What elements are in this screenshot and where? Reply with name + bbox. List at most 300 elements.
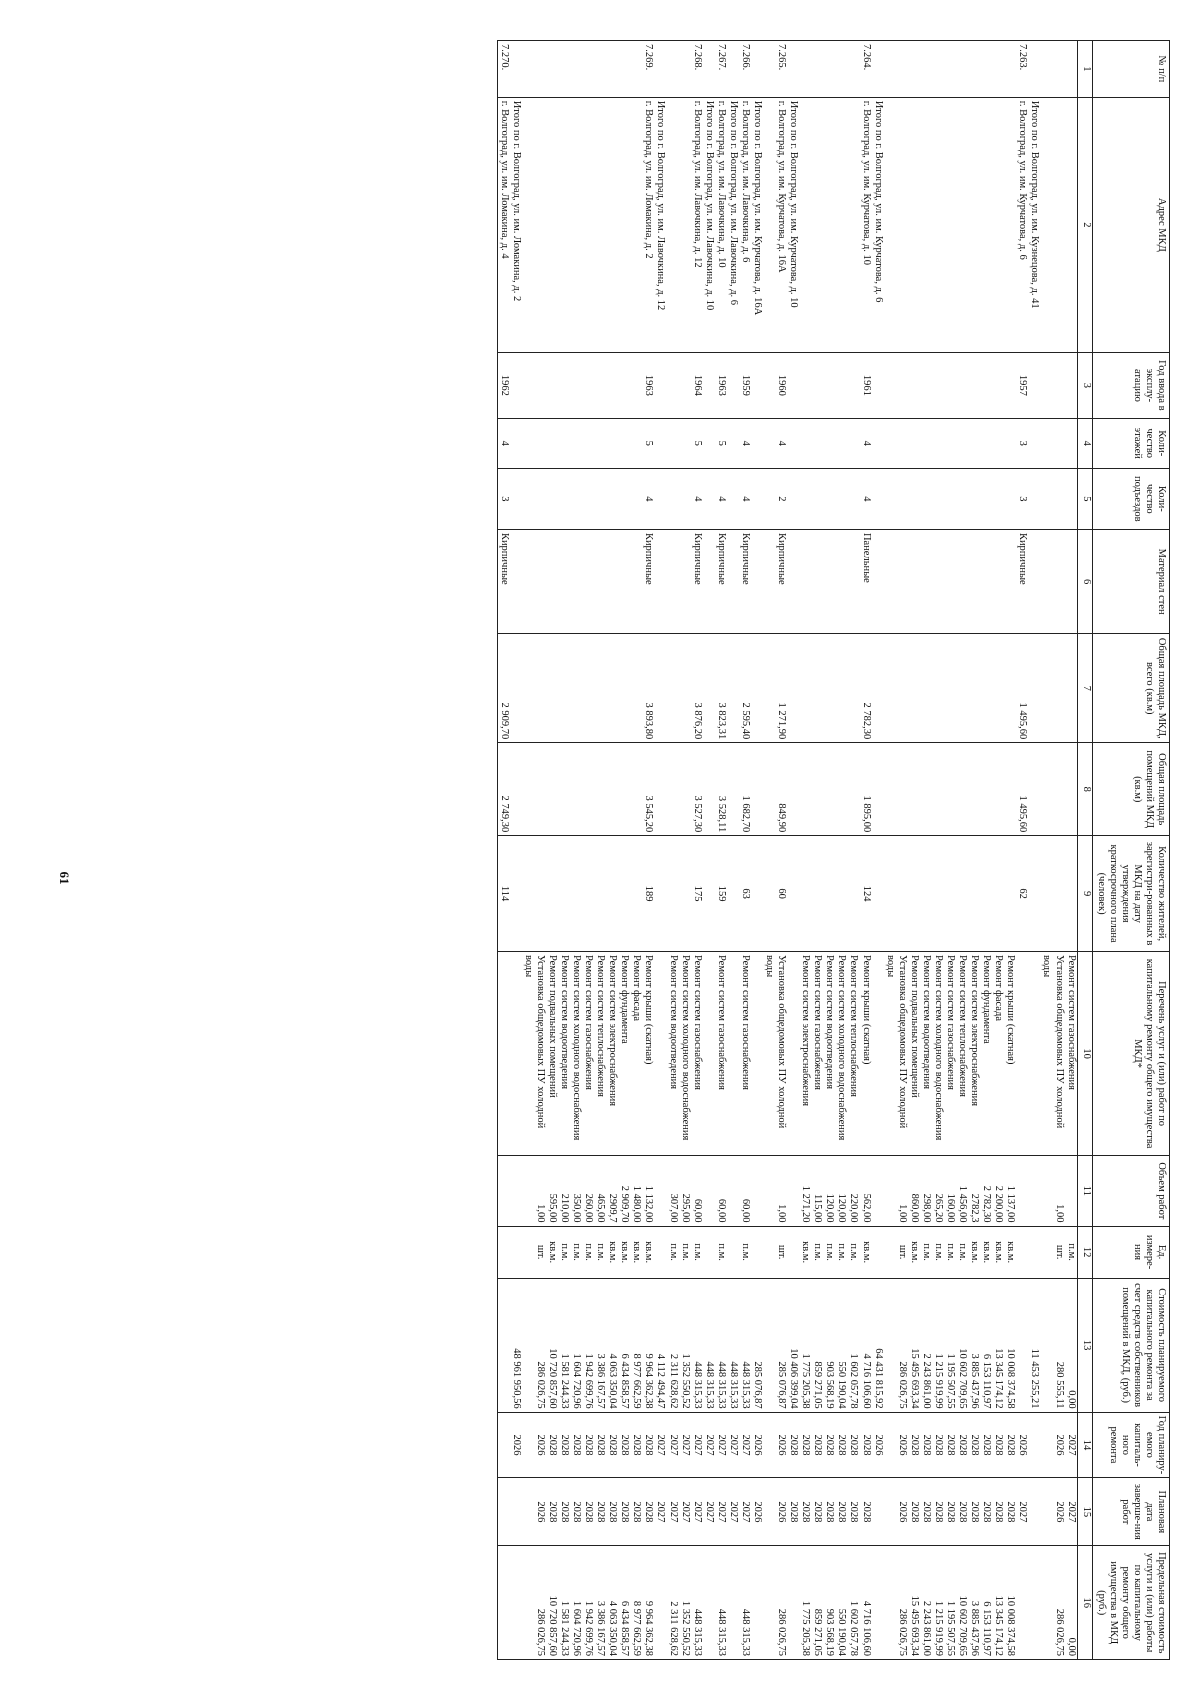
table-cell: Ремонт систем электроснабжения	[606, 951, 618, 1155]
rotated-table-wrapper	[60, 40, 1170, 1660]
table-cell	[630, 352, 642, 418]
table-cell: 5	[691, 418, 703, 468]
table-cell: кв.м.	[968, 1226, 980, 1278]
table-cell	[968, 418, 980, 468]
table-cell	[823, 352, 835, 418]
table-cell: 1 352 550,52	[679, 1546, 691, 1660]
table-cell	[920, 529, 932, 633]
table-cell	[787, 529, 799, 633]
table-cell: 1 495,60	[1016, 634, 1028, 743]
table-cell: г. Волгоград, ул. им. Курчатова, д. 10	[860, 97, 872, 352]
table-cell	[932, 97, 944, 352]
table-cell	[1004, 97, 1016, 352]
table-cell	[908, 836, 920, 952]
table-cell: 2027	[715, 1412, 727, 1478]
table-cell: шт.	[1040, 1226, 1064, 1278]
column-header: Перечень услуг и (или) работ по капитальному ремонту общего имущества МКД*	[1092, 951, 1169, 1155]
table-cell	[1065, 634, 1078, 743]
table-cell: 2028	[835, 1412, 847, 1478]
table-cell	[630, 468, 642, 529]
table-cell: п.м.	[582, 1226, 594, 1278]
table-cell	[594, 418, 606, 468]
table-cell	[811, 743, 823, 836]
table-cell: 2 782,30	[860, 634, 872, 743]
table-cell: 7.266.	[739, 41, 751, 98]
table-cell: 2028	[823, 1412, 835, 1478]
table-cell: 2026	[872, 1412, 884, 1478]
table-cell	[968, 529, 980, 633]
table-row	[920, 41, 932, 1660]
table-cell	[956, 743, 968, 836]
table-cell	[570, 529, 582, 633]
table-cell	[558, 41, 570, 98]
table-cell: 2028	[956, 1478, 968, 1546]
table-cell	[582, 529, 594, 633]
table-cell	[835, 468, 847, 529]
table-cell	[908, 352, 920, 418]
table-cell	[1065, 41, 1078, 98]
table-cell	[654, 951, 666, 1155]
column-number: 16	[1077, 1546, 1092, 1660]
table-cell: 1,00	[522, 1156, 546, 1226]
table-cell	[751, 418, 763, 468]
table-cell: 3 527,30	[691, 743, 703, 836]
table-cell	[510, 468, 522, 529]
column-number-row	[1077, 41, 1092, 1660]
table-cell: 6 434 858,57	[618, 1278, 630, 1412]
table-cell: 1 215 919,99	[932, 1278, 944, 1412]
table-cell	[1065, 352, 1078, 418]
table-row	[1016, 41, 1028, 1660]
table-cell	[847, 41, 859, 98]
table-cell	[1028, 1412, 1040, 1478]
table-cell	[1016, 1156, 1028, 1226]
table-cell	[510, 1546, 522, 1660]
table-cell	[727, 836, 739, 952]
table-cell	[654, 1546, 666, 1660]
table-cell: 2028	[847, 1478, 859, 1546]
table-cell	[847, 836, 859, 952]
table-cell: Ремонт систем газоснабжения	[811, 951, 823, 1155]
table-cell: 550 190,04	[835, 1546, 847, 1660]
table-cell	[944, 468, 956, 529]
table-row	[811, 41, 823, 1660]
table-cell	[980, 97, 992, 352]
table-cell: 2028	[992, 1412, 1004, 1478]
table-cell	[667, 743, 679, 836]
table-cell: 2028	[799, 1478, 811, 1546]
table-cell: 307,00	[667, 1156, 679, 1226]
table-cell	[956, 468, 968, 529]
table-cell	[497, 1156, 510, 1226]
table-cell: 4	[739, 468, 751, 529]
table-cell: 849,90	[763, 743, 787, 836]
table-cell: 2 909,70	[497, 634, 510, 743]
table-row	[654, 41, 666, 1660]
table-cell: Ремонт крыши (скатная)	[1004, 951, 1016, 1155]
table-cell	[908, 468, 920, 529]
table-cell	[823, 529, 835, 633]
table-cell	[522, 743, 546, 836]
table-cell: 3 893,80	[642, 634, 654, 743]
table-cell: 595,00	[546, 1156, 558, 1226]
table-cell	[510, 1226, 522, 1278]
table-cell: 60,00	[739, 1156, 751, 1226]
table-cell	[1040, 41, 1064, 98]
table-cell: Ремонт крыши (скатная)	[642, 951, 654, 1155]
table-cell	[727, 468, 739, 529]
table-cell: Ремонт крыши (скатная)	[860, 951, 872, 1155]
table-cell	[1028, 1156, 1040, 1226]
table-cell: 3 876,20	[691, 634, 703, 743]
table-cell: 285 076,87	[763, 1278, 787, 1412]
table-cell	[606, 97, 618, 352]
table-cell	[1040, 743, 1064, 836]
table-cell	[606, 836, 618, 952]
table-cell	[835, 418, 847, 468]
table-cell	[570, 468, 582, 529]
table-cell	[920, 352, 932, 418]
table-cell	[606, 41, 618, 98]
table-cell: 4 063 350,04	[606, 1278, 618, 1412]
table-cell	[992, 468, 1004, 529]
table-cell: 2026	[1016, 1412, 1028, 1478]
table-cell	[654, 468, 666, 529]
table-cell	[944, 836, 956, 952]
table-cell: п.м.	[932, 1226, 944, 1278]
table-row	[823, 41, 835, 1660]
table-cell	[606, 352, 618, 418]
table-cell	[884, 97, 908, 352]
table-row	[739, 41, 751, 1660]
table-cell: 63	[739, 836, 751, 952]
table-cell: Кирпичные	[497, 529, 510, 633]
table-cell	[546, 634, 558, 743]
table-cell: 350,00	[570, 1156, 582, 1226]
table-cell: 2028	[594, 1478, 606, 1546]
table-cell: 448 315,33	[715, 1278, 727, 1412]
table-cell	[667, 352, 679, 418]
table-cell: 1 604 720,96	[570, 1278, 582, 1412]
table-cell	[606, 418, 618, 468]
table-cell	[968, 743, 980, 836]
table-cell: 2027	[679, 1412, 691, 1478]
column-header: Общая площадь помещений МКД (кв.м)	[1092, 743, 1169, 836]
table-cell: 2028	[860, 1478, 872, 1546]
table-cell: 298,00	[920, 1156, 932, 1226]
table-cell	[558, 468, 570, 529]
table-cell	[522, 468, 546, 529]
table-cell	[932, 529, 944, 633]
table-cell: 2026	[510, 1412, 522, 1478]
table-cell: 3 885 437,96	[968, 1278, 980, 1412]
table-cell	[968, 836, 980, 952]
table-cell: 550 190,04	[835, 1278, 847, 1412]
table-cell: Ремонт систем газоснабжения	[1065, 951, 1078, 1155]
table-cell: 2026	[522, 1412, 546, 1478]
table-cell: 4 112 494,47	[654, 1278, 666, 1412]
table-cell	[582, 836, 594, 952]
table-cell	[582, 743, 594, 836]
table-cell	[1065, 836, 1078, 952]
column-header: № п/п	[1092, 41, 1169, 98]
table-row	[510, 41, 522, 1660]
table-cell: 2026	[884, 1478, 908, 1546]
table-header-row	[1092, 41, 1169, 1660]
table-row	[763, 41, 787, 1660]
table-cell	[654, 1226, 666, 1278]
table-cell: кв.м.	[546, 1226, 558, 1278]
table-cell: 465,00	[594, 1156, 606, 1226]
table-cell: Ремонт фасада	[630, 951, 642, 1155]
table-cell: 160,00	[944, 1156, 956, 1226]
table-cell	[594, 836, 606, 952]
table-cell	[872, 352, 884, 418]
table-cell	[570, 634, 582, 743]
table-cell: 1963	[715, 352, 727, 418]
table-cell	[606, 634, 618, 743]
table-cell: кв.м.	[630, 1226, 642, 1278]
table-cell	[522, 529, 546, 633]
table-row	[847, 41, 859, 1660]
table-row	[703, 41, 715, 1660]
table-cell: 2028	[642, 1478, 654, 1546]
table-cell	[594, 529, 606, 633]
table-cell: Ремонт систем водоотведения	[920, 951, 932, 1155]
table-cell: 2028	[618, 1478, 630, 1546]
table-cell: 2027	[654, 1412, 666, 1478]
table-cell	[811, 468, 823, 529]
table-cell	[594, 352, 606, 418]
table-cell	[944, 634, 956, 743]
table-cell	[992, 352, 1004, 418]
table-cell: 10 720 857,60	[546, 1546, 558, 1660]
table-cell	[679, 97, 691, 352]
table-cell	[654, 634, 666, 743]
table-row	[642, 41, 654, 1660]
column-header: Ед. измере-ния	[1092, 1226, 1169, 1278]
table-cell	[703, 352, 715, 418]
table-cell: Ремонт систем холодного водоснабжения	[835, 951, 847, 1155]
table-cell: 2028	[1004, 1412, 1016, 1478]
table-cell: 3 545,20	[642, 743, 654, 836]
table-cell	[884, 836, 908, 952]
table-cell	[679, 352, 691, 418]
table-cell: 2 782,30	[980, 1156, 992, 1226]
table-cell	[1016, 1546, 1028, 1660]
table-cell: Ремонт систем электроснабжения	[799, 951, 811, 1155]
table-cell	[908, 529, 920, 633]
table-cell: 10 720 857,60	[546, 1278, 558, 1412]
table-cell	[956, 41, 968, 98]
table-cell	[522, 634, 546, 743]
table-cell: 2028	[860, 1412, 872, 1478]
table-cell: 2027	[1065, 1412, 1078, 1478]
table-cell	[799, 41, 811, 98]
table-cell: Ремонт систем холодного водоснабжения	[932, 951, 944, 1155]
table-cell: Ремонт систем водоотведения	[558, 951, 570, 1155]
table-cell	[667, 418, 679, 468]
table-cell	[872, 951, 884, 1155]
table-cell: 2027	[667, 1478, 679, 1546]
table-cell	[1004, 41, 1016, 98]
table-cell	[1028, 1226, 1040, 1278]
table-cell: 60,00	[715, 1156, 727, 1226]
table-cell: п.м.	[558, 1226, 570, 1278]
table-cell: 2 243 861,00	[920, 1546, 932, 1660]
table-cell	[679, 418, 691, 468]
table-cell: п.м.	[847, 1226, 859, 1278]
table-cell	[679, 743, 691, 836]
column-number: 15	[1077, 1478, 1092, 1546]
table-cell: шт.	[522, 1226, 546, 1278]
table-cell	[811, 634, 823, 743]
table-cell: 1960	[763, 352, 787, 418]
table-cell	[1004, 529, 1016, 633]
capital-repair-table	[497, 40, 1170, 1660]
table-cell	[980, 41, 992, 98]
table-cell: кв.м.	[606, 1226, 618, 1278]
table-cell	[703, 418, 715, 468]
table-cell: 4	[860, 418, 872, 468]
table-cell: шт.	[763, 1226, 787, 1278]
table-cell: 2028	[787, 1478, 799, 1546]
table-cell	[1040, 836, 1064, 952]
table-cell: 1 604 720,96	[570, 1546, 582, 1660]
table-cell: 3 386 167,57	[594, 1546, 606, 1660]
table-cell	[618, 743, 630, 836]
table-cell: 2028	[546, 1478, 558, 1546]
table-cell	[522, 352, 546, 418]
table-cell: Ремонт подвальных помещений	[546, 951, 558, 1155]
table-cell: Ремонт фундамента	[980, 951, 992, 1155]
table-cell	[546, 743, 558, 836]
table-cell	[787, 836, 799, 952]
table-cell	[847, 468, 859, 529]
table-cell: кв.м.	[980, 1226, 992, 1278]
table-cell: 2027	[1065, 1478, 1078, 1546]
table-cell: 210,00	[558, 1156, 570, 1226]
table-cell	[908, 41, 920, 98]
table-cell: 2 311 628,62	[667, 1278, 679, 1412]
table-cell	[968, 97, 980, 352]
table-cell: Панельные	[860, 529, 872, 633]
table-cell: 285 076,87	[751, 1278, 763, 1412]
table-cell	[787, 1546, 799, 1660]
table-cell: Ремонт систем газоснабжения	[582, 951, 594, 1155]
table-cell: кв.м.	[1004, 1226, 1016, 1278]
column-number: 2	[1077, 97, 1092, 352]
table-cell	[920, 418, 932, 468]
table-cell	[968, 634, 980, 743]
table-cell: 2028	[932, 1412, 944, 1478]
table-cell	[968, 352, 980, 418]
column-header: Объем работ	[1092, 1156, 1169, 1226]
table-cell	[992, 418, 1004, 468]
table-cell: 189	[642, 836, 654, 952]
table-cell	[546, 836, 558, 952]
table-cell	[558, 634, 570, 743]
table-cell: 0,00	[1065, 1546, 1078, 1660]
table-cell	[944, 743, 956, 836]
table-cell	[630, 529, 642, 633]
table-cell	[630, 97, 642, 352]
table-cell	[847, 529, 859, 633]
table-cell: кв.м.	[908, 1226, 920, 1278]
table-cell	[787, 951, 799, 1155]
table-cell: 124	[860, 836, 872, 952]
table-cell	[787, 352, 799, 418]
table-cell	[751, 836, 763, 952]
table-cell: Ремонт фасада	[992, 951, 1004, 1155]
table-cell: 3	[497, 468, 510, 529]
table-cell: 2027	[691, 1412, 703, 1478]
table-cell	[872, 743, 884, 836]
table-cell	[884, 468, 908, 529]
table-cell	[992, 634, 1004, 743]
table-cell	[727, 1546, 739, 1660]
table-cell	[727, 1226, 739, 1278]
table-cell: 10 406 399,04	[787, 1278, 799, 1412]
table-cell	[932, 836, 944, 952]
table-cell	[980, 743, 992, 836]
table-cell	[884, 743, 908, 836]
table-cell	[908, 418, 920, 468]
table-cell: Ремонт систем водоотведения	[823, 951, 835, 1155]
table-cell: Установка общедомовых ПУ холодной воды	[522, 951, 546, 1155]
table-cell	[582, 634, 594, 743]
table-cell	[787, 41, 799, 98]
table-cell: 2028	[956, 1412, 968, 1478]
table-cell	[570, 836, 582, 952]
table-cell	[872, 529, 884, 633]
table-cell	[1028, 468, 1040, 529]
table-cell: 2028	[642, 1412, 654, 1478]
table-cell	[546, 468, 558, 529]
table-cell: 2028	[558, 1412, 570, 1478]
table-cell: п.м.	[691, 1226, 703, 1278]
table-cell: 286 026,75	[1040, 1546, 1064, 1660]
table-row	[715, 41, 727, 1660]
table-cell: 4	[497, 418, 510, 468]
table-cell	[799, 468, 811, 529]
table-cell: 1 602 057,78	[847, 1546, 859, 1660]
table-cell: 2028	[594, 1412, 606, 1478]
column-header: Стоимость планируемого капитального ремонта за счет средств собственников помещений в МКД, (руб.)	[1092, 1278, 1169, 1412]
table-cell	[510, 743, 522, 836]
column-number: 12	[1077, 1226, 1092, 1278]
table-row	[884, 41, 908, 1660]
table-cell: Ремонт систем теплоснабжения	[956, 951, 968, 1155]
table-cell	[992, 743, 1004, 836]
table-cell	[920, 836, 932, 952]
table-cell	[1028, 1478, 1040, 1546]
table-cell: 2027	[691, 1478, 703, 1546]
table-cell	[823, 836, 835, 952]
table-cell	[727, 634, 739, 743]
table-row	[956, 41, 968, 1660]
table-cell	[920, 97, 932, 352]
table-cell	[667, 468, 679, 529]
table-cell: 1 775 205,38	[799, 1278, 811, 1412]
table-row	[546, 41, 558, 1660]
table-cell	[884, 352, 908, 418]
table-cell	[618, 634, 630, 743]
table-cell: п.м.	[956, 1226, 968, 1278]
table-cell	[558, 529, 570, 633]
table-row	[932, 41, 944, 1660]
table-cell	[811, 352, 823, 418]
